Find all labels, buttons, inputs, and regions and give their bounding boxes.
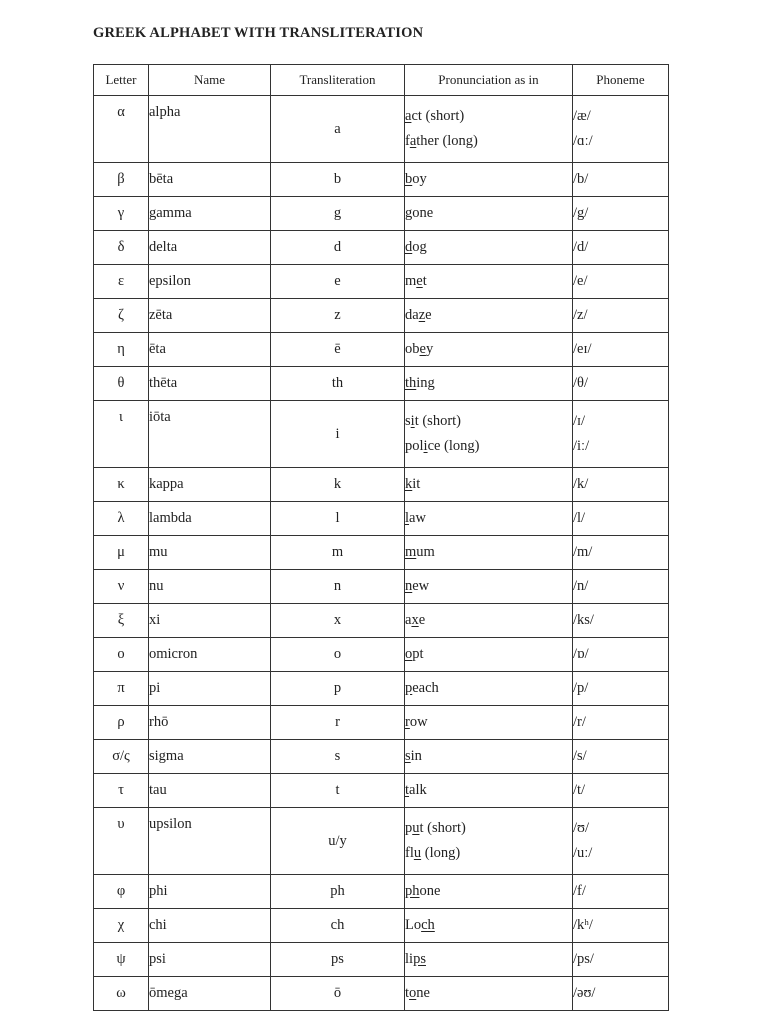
table-row (94, 265, 669, 299)
example-prefix: m (405, 273, 417, 289)
phoneme-cell (573, 808, 669, 875)
phoneme-value: /f/ (573, 883, 586, 899)
phoneme-cell (573, 977, 669, 1011)
example-prefix: pol (405, 438, 424, 454)
name-cell: nu (149, 570, 271, 604)
table-row (94, 197, 669, 231)
name-cell: omicron (149, 638, 271, 672)
example-prefix: da (405, 307, 419, 323)
table-row (94, 231, 669, 265)
transliteration-cell: d (271, 231, 405, 265)
example-suffix: ew (412, 578, 430, 594)
phoneme-value: /l/ (573, 510, 586, 526)
pronunciation-cell (405, 909, 573, 943)
name-cell: chi (149, 909, 271, 943)
underlined-sound: e (419, 341, 426, 357)
phoneme-cell (573, 333, 669, 367)
phoneme-cell (573, 502, 669, 536)
letter-cell: δ (94, 231, 149, 265)
table-header-row (94, 65, 669, 96)
table-row (94, 502, 669, 536)
phoneme-value: /p/ (573, 680, 589, 696)
transliteration-cell: a (271, 96, 405, 163)
phoneme-value: /ɪ/ (573, 413, 586, 429)
phoneme-value: /b/ (573, 171, 589, 187)
pronunciation-cell (405, 197, 573, 231)
transliteration-cell: i (271, 401, 405, 468)
pronunciation-cell (405, 536, 573, 570)
letter-cell: υ (94, 808, 149, 875)
example-prefix: fl (405, 845, 414, 861)
pronunciation-example (405, 608, 572, 633)
table-row (94, 706, 669, 740)
letter-cell: λ (94, 502, 149, 536)
phoneme-value: /z/ (573, 307, 588, 323)
underlined-sound: t (405, 782, 410, 798)
transliteration-cell: l (271, 502, 405, 536)
table-row (94, 672, 669, 706)
transliteration-cell: t (271, 774, 405, 808)
example-prefix: s (405, 413, 411, 429)
transliteration-cell: e (271, 265, 405, 299)
pronunciation-cell (405, 401, 573, 468)
underlined-sound: u (413, 845, 422, 861)
table-row (94, 977, 669, 1011)
phoneme-value: /e/ (573, 273, 588, 289)
transliteration-cell: ph (271, 875, 405, 909)
example-suffix: ther (long) (416, 133, 478, 149)
pronunciation-example (405, 506, 572, 531)
underlined-sound: x (411, 612, 419, 628)
name-cell: upsilon (149, 808, 271, 875)
pronunciation-example (405, 778, 572, 803)
page-title: GREEK ALPHABET WITH TRANSLITERATION (93, 25, 424, 41)
name-cell: mu (149, 536, 271, 570)
phoneme-value: /kʰ/ (573, 917, 593, 933)
pronunciation-cell (405, 231, 573, 265)
underlined-sound: r (405, 714, 410, 730)
pronunciation-cell (405, 774, 573, 808)
phoneme-cell (573, 265, 669, 299)
phoneme-value: /ps/ (573, 951, 594, 967)
header-name: Name (149, 65, 271, 96)
pronunciation-cell (405, 265, 573, 299)
phoneme-value: /d/ (573, 239, 589, 255)
pronunciation-example (405, 540, 572, 565)
example-suffix: ing (416, 375, 435, 391)
name-cell: ōmega (149, 977, 271, 1011)
underlined-sound: m (405, 544, 417, 560)
name-cell: delta (149, 231, 271, 265)
example-suffix: alk (409, 782, 427, 798)
pronunciation-cell (405, 163, 573, 197)
letter-cell: ε (94, 265, 149, 299)
pronunciation-cell (405, 977, 573, 1011)
pronunciation-cell (405, 299, 573, 333)
underlined-sound: b (405, 171, 413, 187)
example-prefix: f (405, 133, 410, 149)
pronunciation-example (405, 167, 572, 192)
pronunciation-cell (405, 604, 573, 638)
phoneme-cell (573, 672, 669, 706)
underlined-sound: o (405, 646, 413, 662)
pronunciation-cell (405, 808, 573, 875)
letter-cell: α (94, 96, 149, 163)
letter-cell: π (94, 672, 149, 706)
letter-cell: ζ (94, 299, 149, 333)
phoneme-value: /g/ (573, 205, 589, 221)
underlined-sound: u (412, 820, 420, 836)
name-cell: iōta (149, 401, 271, 468)
pronunciation-example (405, 710, 572, 735)
example-suffix: in (410, 748, 422, 764)
letter-cell: ρ (94, 706, 149, 740)
name-cell: thēta (149, 367, 271, 401)
table-row (94, 570, 669, 604)
table-row (94, 943, 669, 977)
phoneme-value: /ks/ (573, 612, 594, 628)
pronunciation-cell (405, 502, 573, 536)
example-suffix: pt (412, 646, 424, 662)
pronunciation-example (405, 472, 572, 497)
name-cell: alpha (149, 96, 271, 163)
phoneme-value: /ɑː/ (573, 133, 593, 149)
transliteration-cell: z (271, 299, 405, 333)
phoneme-cell (573, 299, 669, 333)
name-cell: tau (149, 774, 271, 808)
underlined-sound: s (405, 748, 411, 764)
transliteration-cell: u/y (271, 808, 405, 875)
name-cell: zēta (149, 299, 271, 333)
example-suffix: og (412, 239, 427, 255)
transliteration-cell: ps (271, 943, 405, 977)
letter-cell: β (94, 163, 149, 197)
phoneme-cell (573, 197, 669, 231)
phoneme-value: /ɒ/ (573, 646, 589, 662)
underlined-sound: k (405, 476, 413, 492)
phoneme-value: /iː/ (573, 438, 590, 454)
pronunciation-cell (405, 468, 573, 502)
pronunciation-example (405, 434, 572, 459)
pronunciation-example (405, 269, 572, 294)
phoneme-value: /æ/ (573, 108, 591, 124)
pronunciation-example (405, 129, 572, 154)
header-transliteration: Transliteration (271, 65, 405, 96)
pronunciation-example (405, 676, 572, 701)
example-prefix: li (405, 951, 414, 967)
phoneme-value: /m/ (573, 544, 593, 560)
table-row (94, 604, 669, 638)
table-row (94, 163, 669, 197)
phoneme-cell (573, 740, 669, 774)
table-row (94, 333, 669, 367)
example-suffix: one (412, 205, 434, 221)
table-row (94, 468, 669, 502)
transliteration-cell: b (271, 163, 405, 197)
phoneme-cell (573, 638, 669, 672)
underlined-sound: l (405, 510, 410, 526)
phoneme-value: /ʊ/ (573, 820, 590, 836)
example-suffix: e (425, 307, 432, 323)
underlined-sound: n (405, 578, 413, 594)
phoneme-value: /t/ (573, 782, 586, 798)
example-prefix: Lo (405, 917, 422, 933)
pronunciation-example (405, 816, 572, 841)
letter-cell: γ (94, 197, 149, 231)
table-row (94, 875, 669, 909)
table-row (94, 808, 669, 875)
underlined-sound: z (418, 307, 426, 323)
table-row (94, 367, 669, 401)
name-cell: bēta (149, 163, 271, 197)
name-cell: sigma (149, 740, 271, 774)
name-cell: xi (149, 604, 271, 638)
phoneme-value: /k/ (573, 476, 589, 492)
header-phoneme: Phoneme (573, 65, 669, 96)
letter-cell: φ (94, 875, 149, 909)
greek-alphabet-table (93, 64, 669, 1011)
pronunciation-cell (405, 367, 573, 401)
example-prefix: t (405, 985, 410, 1001)
underlined-sound: g (405, 205, 413, 221)
phoneme-cell (573, 468, 669, 502)
example-suffix: y (425, 341, 434, 357)
transliteration-cell: x (271, 604, 405, 638)
underlined-sound: i (423, 438, 428, 454)
phoneme-cell (573, 367, 669, 401)
table-row (94, 740, 669, 774)
phoneme-cell (573, 231, 669, 265)
phoneme-value: /eɪ/ (573, 341, 592, 357)
phoneme-value: /s/ (573, 748, 587, 764)
name-cell: psi (149, 943, 271, 977)
transliteration-cell: n (271, 570, 405, 604)
pronunciation-example (405, 235, 572, 260)
letter-cell: τ (94, 774, 149, 808)
transliteration-cell: g (271, 197, 405, 231)
phoneme-value: /n/ (573, 578, 589, 594)
transliteration-cell: o (271, 638, 405, 672)
underlined-sound: ch (421, 917, 435, 933)
example-suffix: um (416, 544, 435, 560)
phoneme-value: /əʊ/ (573, 985, 596, 1001)
name-cell: rhō (149, 706, 271, 740)
phoneme-value: /r/ (573, 714, 586, 730)
transliteration-cell: r (271, 706, 405, 740)
example-suffix: one (419, 883, 441, 899)
example-prefix: ob (405, 341, 420, 357)
transliteration-cell: p (271, 672, 405, 706)
phoneme-cell (573, 706, 669, 740)
example-suffix: ct (short) (411, 108, 465, 124)
pronunciation-cell (405, 96, 573, 163)
underlined-sound: a (405, 108, 412, 124)
phoneme-value: /θ/ (573, 375, 589, 391)
pronunciation-example (405, 303, 572, 328)
letter-cell: ξ (94, 604, 149, 638)
pronunciation-example (405, 744, 572, 769)
name-cell: kappa (149, 468, 271, 502)
pronunciation-example (405, 201, 572, 226)
example-suffix: (long) (421, 845, 461, 861)
example-suffix: t (422, 273, 427, 289)
underlined-sound: ps (413, 951, 426, 967)
phoneme-cell (573, 604, 669, 638)
example-suffix: ce (long) (427, 438, 480, 454)
letter-cell: ω (94, 977, 149, 1011)
phoneme-cell (573, 943, 669, 977)
pronunciation-example (405, 879, 572, 904)
pronunciation-example (405, 947, 572, 972)
letter-cell: ο (94, 638, 149, 672)
phoneme-cell (573, 875, 669, 909)
pronunciation-cell (405, 706, 573, 740)
pronunciation-example (405, 337, 572, 362)
example-suffix: e (418, 612, 426, 628)
header-pronunciation: Pronunciation as in (405, 65, 573, 96)
name-cell: ēta (149, 333, 271, 367)
table-row (94, 774, 669, 808)
letter-cell: χ (94, 909, 149, 943)
letter-cell: ν (94, 570, 149, 604)
example-suffix: aw (409, 510, 426, 526)
header-letter: Letter (94, 65, 149, 96)
table-row (94, 909, 669, 943)
underlined-sound: p (405, 680, 413, 696)
name-cell: phi (149, 875, 271, 909)
pronunciation-cell (405, 333, 573, 367)
pronunciation-cell (405, 638, 573, 672)
phoneme-cell (573, 96, 669, 163)
example-suffix: it (412, 476, 421, 492)
name-cell: pi (149, 672, 271, 706)
pronunciation-example (405, 371, 572, 396)
transliteration-cell: ch (271, 909, 405, 943)
underlined-sound: e (416, 273, 423, 289)
underlined-sound: ph (405, 883, 420, 899)
letter-cell: ψ (94, 943, 149, 977)
pronunciation-example (405, 981, 572, 1006)
pronunciation-example (405, 104, 572, 129)
underlined-sound: d (405, 239, 413, 255)
example-suffix: oy (412, 171, 427, 187)
letter-cell: η (94, 333, 149, 367)
letter-cell: θ (94, 367, 149, 401)
phoneme-value: /uː/ (573, 845, 593, 861)
transliteration-cell: th (271, 367, 405, 401)
transliteration-cell: s (271, 740, 405, 774)
pronunciation-example (405, 409, 572, 434)
pronunciation-cell (405, 943, 573, 977)
table-row (94, 536, 669, 570)
example-suffix: t (short) (419, 820, 466, 836)
name-cell: epsilon (149, 265, 271, 299)
underlined-sound: o (409, 985, 417, 1001)
table-body (94, 96, 669, 1011)
underlined-sound: a (409, 133, 417, 149)
transliteration-cell: m (271, 536, 405, 570)
underlined-sound: i (410, 413, 415, 429)
transliteration-cell: ē (271, 333, 405, 367)
pronunciation-cell (405, 875, 573, 909)
pronunciation-cell (405, 740, 573, 774)
example-suffix: ow (409, 714, 428, 730)
pronunciation-cell (405, 672, 573, 706)
table-row (94, 299, 669, 333)
phoneme-cell (573, 163, 669, 197)
transliteration-cell: ō (271, 977, 405, 1011)
pronunciation-example (405, 841, 572, 866)
letter-cell: σ/ς (94, 740, 149, 774)
example-suffix: ne (416, 985, 430, 1001)
example-prefix: a (405, 612, 412, 628)
pronunciation-example (405, 574, 572, 599)
phoneme-cell (573, 774, 669, 808)
pronunciation-cell (405, 570, 573, 604)
transliteration-cell: k (271, 468, 405, 502)
letter-cell: ι (94, 401, 149, 468)
table-row (94, 96, 669, 163)
pronunciation-example (405, 642, 572, 667)
phoneme-cell (573, 570, 669, 604)
letter-cell: κ (94, 468, 149, 502)
underlined-sound: th (405, 375, 417, 391)
example-suffix: t (short) (414, 413, 461, 429)
example-suffix: each (412, 680, 439, 696)
phoneme-cell (573, 536, 669, 570)
example-prefix: p (405, 820, 413, 836)
name-cell: lambda (149, 502, 271, 536)
table-row (94, 638, 669, 672)
phoneme-cell (573, 401, 669, 468)
phoneme-cell (573, 909, 669, 943)
table-row (94, 401, 669, 468)
name-cell: gamma (149, 197, 271, 231)
pronunciation-example (405, 913, 572, 938)
letter-cell: μ (94, 536, 149, 570)
